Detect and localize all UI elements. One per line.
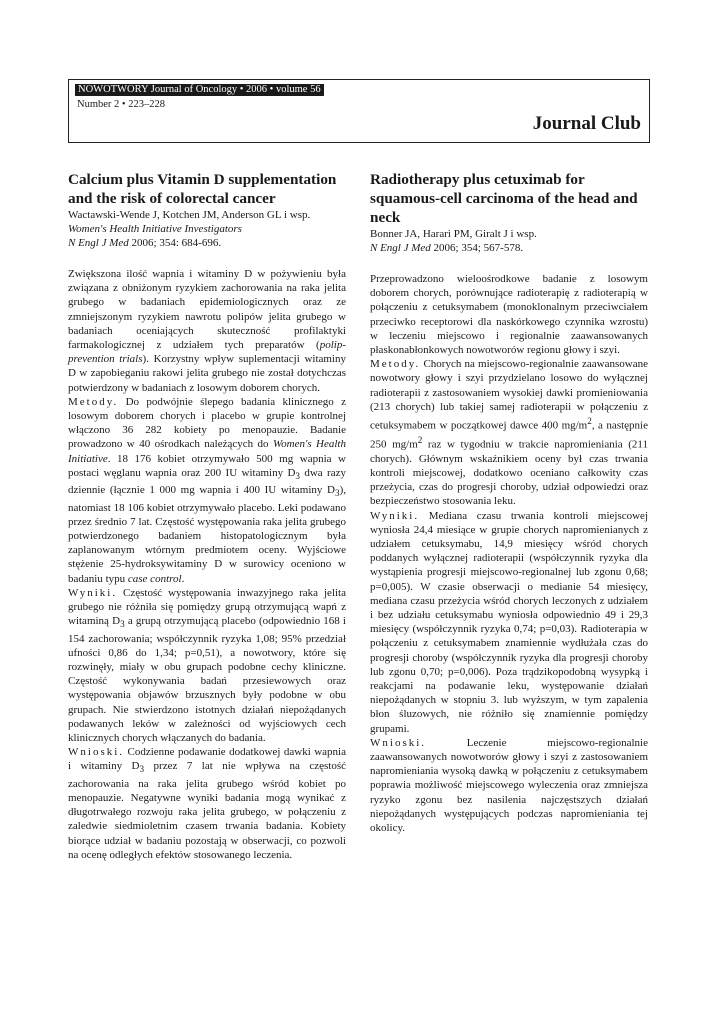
methods-italic: Women's Health Initiative bbox=[68, 438, 346, 465]
results-text: Częstość występowania inwazyjnego raka jelita grubego nie różniła się pomiędzy grupą otrzymującą wapń z witaminą D bbox=[68, 586, 346, 628]
conclusions-paragraph bbox=[370, 736, 648, 835]
section-title: Journal Club bbox=[532, 113, 641, 134]
issue-number: Number 2 • 223–228 bbox=[77, 99, 165, 110]
methods-text-4: ), natomiast 18 106 kobiet otrzymywało placebo. Leki podawano przez średnio 7 lat. Częstość występowania raka jelita grubego potwierdzonego badaniem histopatologicznym była zaplanowanym wtórnym predmiotem oceny. Wyjściowe stężenie 25-hydroksywitaminy D w surowicy oceniono w badaniu typu bbox=[68, 484, 346, 585]
conclusions-text-2: przez 7 lat nie wpływa na częstość zachorowania na raka jelita grubego wśród kobiet po menopauzie. Negatywne wyniki badania mogą wynikać z długotrwałego rozwoju raka jelita grubego, w połączeniu z zaledwie siedmioletnim czasem trwania badania. Kobiety biorące udział w badaniu pozostają w obserwacji, co pozwoli na ocenę odległych efektów stosowanego leczenia. bbox=[68, 760, 346, 861]
methods-text-3: raz w tygodniu w trakcie napromieniania (211 chorych). Głównym wskaźnikiem oceny był czas trwania kontroli miejscowej, dodatkowo oceniano całkowity czas przeżycia, czas do progresji choroby, udział odpowiedzi oraz bezpieczeństwo stosowania leku. bbox=[370, 438, 648, 508]
intro-paragraph bbox=[68, 267, 346, 395]
intro-paragraph: Przeprowadzono wieloośrodkowe badanie z losowym doborem chorych, porównujące radioterapię z radioterapią w połączeniu z cetuksymabem (monoklonalnym przeciwciałem przeciwko receptorowi dla naskórkowego czynnika wzrostu) w leczeniu miejscowo i regionalnie zaawansowanych płaskonabłonkowych nowotworów regionu głowy i szyi. bbox=[370, 273, 648, 357]
journal-name: N Engl J Med bbox=[68, 237, 129, 249]
article-calcium-vitamin-d bbox=[68, 170, 346, 862]
article-citation bbox=[370, 241, 648, 255]
superscript: 2 bbox=[417, 434, 423, 445]
article-title: Calcium plus Vitamin D supplementation and the risk of colorectal cancer bbox=[68, 171, 337, 207]
intro-text: Zwiększona ilość wapnia i witaminy D w pożywieniu była związana z obniżonym ryzykiem zachorowania na raka jelita grubego w badaniach epidemiologicznych oraz ze zmniejszonym ryzykiem nawrotu polipów jelita grubego w badaniach oceniających skuteczność profilaktyki farmakologicznej z udziałem tych preparatów ( bbox=[68, 268, 346, 352]
conclusions-label: Wnioski. bbox=[68, 746, 125, 759]
article-group: Women's Health Initiative Investigators bbox=[68, 223, 242, 235]
article-citation bbox=[68, 236, 346, 250]
subscript: 3 bbox=[335, 488, 340, 499]
conclusions-label: Wnioski. bbox=[370, 736, 427, 749]
article-authors: Bonner JA, Harari PM, Giralt J i wsp. bbox=[370, 228, 537, 240]
article-meta bbox=[370, 227, 648, 255]
article-authors: Wactawski-Wende J, Kotchen JM, Anderson GL i wsp. bbox=[68, 209, 311, 221]
results-label: Wyniki. bbox=[370, 509, 420, 522]
results-paragraph bbox=[68, 586, 346, 745]
citation-details: 2006; 354: 684-696. bbox=[128, 237, 222, 249]
methods-label: Metody. bbox=[68, 395, 119, 408]
results-text: Mediana czasu trwania kontroli miejscowej wyniosła 24,4 miesiące w grupie chorych napromienianych z udziałem cetuksymabu, 14,9 miesięcy wśród chorych poddanych wyłącznej radioterapii (współczynnik ryzyka dla wystąpienia progresji miejscowo-regionalnej lub zgonu 0,68; p=0,005). W czasie obserwacji o medianie 54 miesięcy, mediana czasu przeżycia wśród chorych leczonych z udziałem i bez udziału cetuksymabu wyniosła odpowiednio 49 i 29,3 miesięcy (współczynnik ryzyka 0,74; p=0,03). Radioterapia w połączeniu z cetuksymabem znamiennie wydłużała czas do progresji choroby (współczynnik ryzyka dla progresji choroby lub zgonu 0,70; p=0,006). Poza trądzikopodobną wysypką i reakcjami na podawanie leku, występowanie działań niepożądanych w stopniu 3. lub wyższym, w tym zapalenia błon śluzowych, nie różniło się znamiennie pomiędzy grupami. bbox=[370, 509, 648, 735]
citation-details: 2006; 354; 567-578. bbox=[430, 242, 524, 254]
article-radiotherapy-cetuximab bbox=[370, 170, 648, 835]
methods-text: Do podwójnie ślepego badania klinicznego z losowym doborem chorych i placebo w grupie kontrolnej włączono 36 282 kobiety po menopauzie. Badanie prowadzono w 40 ośrodkach należących do bbox=[68, 395, 346, 451]
methods-paragraph bbox=[370, 357, 648, 508]
intro-text-end: ). Korzystny wpływ suplementacji witaminy D w zapobieganiu rakowi jelita grubego nie został dotychczas potwierdzony w badaniach z losowym doborem chorych. bbox=[68, 353, 346, 394]
article-meta bbox=[68, 208, 346, 250]
conclusions-paragraph bbox=[68, 745, 346, 862]
methods-label: Metody. bbox=[370, 358, 421, 371]
intro-italic: polip-prevention trials bbox=[68, 339, 346, 366]
methods-text-2: , a następnie 250 mg/m bbox=[370, 419, 648, 451]
methods-text-end: . bbox=[181, 572, 185, 585]
methods-text-2: . 18 176 kobiet otrzymywało 500 mg wapnia w postaci węglanu wapnia oraz 200 IU witaminy D bbox=[68, 452, 346, 479]
subscript: 3 bbox=[139, 764, 145, 775]
superscript: 2 bbox=[587, 416, 592, 427]
conclusions-text: Codzienne podawanie dodatkowej dawki wapnia i witaminy D bbox=[68, 746, 346, 773]
methods-paragraph bbox=[68, 395, 346, 586]
article-body bbox=[68, 267, 346, 862]
methods-text-3: dwa razy dziennie (łącznie 1 000 mg wapnia i 400 IU witaminy D bbox=[68, 466, 346, 497]
results-paragraph bbox=[370, 509, 648, 736]
methods-italic-2: case control bbox=[127, 572, 182, 585]
results-text-2: a grupą otrzymującą placebo (odpowiednio 168 i 154 zachorowania; współczynnik ryzyka 1,08; 95% przedział ufności 0,86 do 1,34; p=0,51), a nowotwory, które się rozwinęły, miały w obu grupach podobne cechy kliniczne. Częstość wykonywania badań przesiewowych oraz występowania objawów brzusznych były podobne w obu grupach. Nie stwierdzono istotnych działań niepożądanych podawanych leków w zależności od wyjściowych cech klinicznych chorych włączanych do badania. bbox=[68, 615, 346, 745]
article-body bbox=[370, 272, 648, 835]
journal-name-band: NOWOTWORY Journal of Oncology • 2006 • volume 56 bbox=[75, 84, 324, 96]
article-title: Radiotherapy plus cetuximab for squamous-cell carcinoma of the head and neck bbox=[370, 171, 638, 226]
results-label: Wyniki. bbox=[68, 586, 118, 599]
methods-text: Chorych na miejscowo-regionalnie zaawansowane nowotwory głowy i szyi przydzielano losowo do wyłącznej radioterapii z zastosowaniem wysokiej dawki promieniowania (213 chorych) lub takiej samej radioterapii w połączeniu z cetuksymabem w początkowej dawce 400 mg/m bbox=[370, 358, 648, 432]
subscript: 3 bbox=[120, 619, 125, 630]
conclusions-text: Leczenie miejscowo-regionalnie zaawansowanych nowotworów głowy i szyi z zastosowaniem napromieniania wysoką dawką w połączeniu z cetuksymabem poprawia możliwość miejscowego wyleczenia oraz zmniejsza ryzyko zgonu bez nasilenia najczęstszych działań niepożądanych występujących podczas napromieniania tej okolicy. bbox=[370, 736, 648, 835]
subscript: 3 bbox=[295, 471, 300, 482]
journal-header bbox=[68, 79, 650, 143]
journal-name: N Engl J Med bbox=[370, 242, 431, 254]
